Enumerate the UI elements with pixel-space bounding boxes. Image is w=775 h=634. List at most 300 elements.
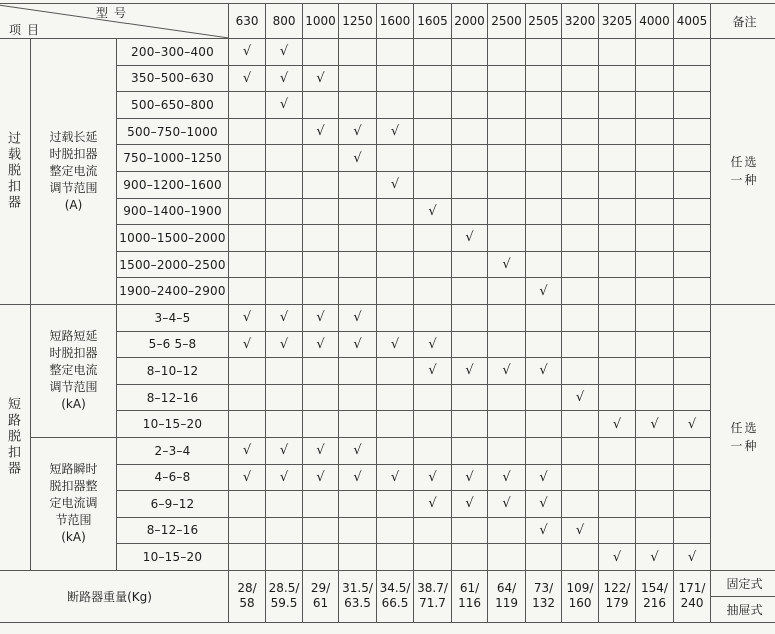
model-header: 1250: [339, 4, 377, 39]
check-cell: [414, 278, 452, 305]
check-cell: [414, 437, 452, 464]
range-cell: 6–9–12: [117, 491, 229, 518]
check-cell: [266, 384, 303, 411]
range-cell: 900–1400–1900: [117, 198, 229, 225]
check-cell: √: [229, 304, 266, 331]
check-cell: [599, 225, 636, 252]
check-cell: [303, 278, 339, 305]
check-cell: [488, 118, 526, 145]
range-cell: 10–15–20: [117, 544, 229, 571]
range-cell: 4–6–8: [117, 464, 229, 491]
check-cell: [229, 251, 266, 278]
check-cell: [266, 544, 303, 571]
check-cell: [488, 225, 526, 252]
check-cell: √: [303, 118, 339, 145]
check-cell: √: [377, 464, 414, 491]
range-cell: 1000–1500–2000: [117, 225, 229, 252]
header-row: [0, 4, 775, 39]
weight-drawer: 132: [532, 596, 555, 611]
weight-drawer: 59.5: [270, 596, 298, 611]
check-cell: [452, 65, 488, 92]
check-cell: [452, 278, 488, 305]
check-cell: [452, 39, 488, 66]
check-cell: [599, 39, 636, 66]
check-cell: [452, 118, 488, 145]
check-cell: [526, 171, 562, 198]
weight-fixed: 38.7/: [417, 581, 448, 596]
check-cell: √: [452, 358, 488, 385]
check-cell: √: [339, 304, 377, 331]
short-circuit-instant-sub-label-line: 定电流调: [49, 496, 98, 511]
check-cell: √: [229, 39, 266, 66]
check-cell: [488, 411, 526, 438]
remark-cell-line: 任选: [730, 155, 759, 170]
overload-sub-label-line: (A): [64, 197, 83, 212]
weight-cell: [339, 570, 377, 622]
check-cell: [377, 251, 414, 278]
check-cell: [339, 411, 377, 438]
short-circuit-instant-sub-label-line: 脱扣器整: [49, 479, 98, 494]
check-cell: [339, 225, 377, 252]
check-cell: [636, 251, 674, 278]
overload-sub-label-line: 过载长延: [49, 129, 98, 144]
check-cell: [377, 65, 414, 92]
weight-fixed: 34.5/: [379, 581, 411, 596]
check-cell: [339, 92, 377, 119]
range-cell: 200–300–400: [117, 39, 229, 66]
check-cell: [636, 517, 674, 544]
remark-cell-line: 任选: [730, 421, 759, 436]
check-cell: [229, 491, 266, 518]
check-cell: √: [339, 145, 377, 172]
check-cell: [636, 171, 674, 198]
check-cell: √: [377, 331, 414, 358]
range-cell: 8–12–16: [117, 384, 229, 411]
short-circuit-delay-sub-label-line: 调节范围: [49, 380, 98, 395]
check-cell: √: [339, 118, 377, 145]
range-cell: 8–12–16: [117, 517, 229, 544]
check-cell: √: [303, 65, 339, 92]
check-cell: [266, 517, 303, 544]
weight-cell: [488, 570, 526, 622]
range-cell: 8–10–12: [117, 358, 229, 385]
check-cell: √: [377, 171, 414, 198]
table-row: [0, 491, 775, 518]
check-cell: [674, 251, 711, 278]
short-circuit-instant-sub-label-line: 短路瞬时: [49, 462, 98, 477]
check-cell: √: [452, 225, 488, 252]
check-cell: [229, 198, 266, 225]
item-label: 项目: [9, 23, 46, 37]
check-cell: √: [229, 464, 266, 491]
check-cell: [488, 331, 526, 358]
check-cell: [339, 384, 377, 411]
check-cell: [452, 331, 488, 358]
group-label-cell: 过载脱扣器: [0, 39, 31, 305]
check-cell: [377, 304, 414, 331]
check-cell: [303, 225, 339, 252]
check-cell: [229, 411, 266, 438]
range-cell: 500–650–800: [117, 92, 229, 119]
check-cell: √: [414, 491, 452, 518]
check-cell: [229, 278, 266, 305]
check-cell: [452, 251, 488, 278]
check-cell: [674, 118, 711, 145]
check-cell: √: [339, 331, 377, 358]
check-cell: [636, 65, 674, 92]
check-cell: [377, 411, 414, 438]
check-cell: [414, 384, 452, 411]
check-cell: [599, 145, 636, 172]
check-cell: [339, 278, 377, 305]
check-cell: [562, 331, 599, 358]
check-cell: [526, 544, 562, 571]
weight-fixed: 109/: [566, 581, 594, 596]
check-cell: [636, 145, 674, 172]
check-cell: √: [266, 39, 303, 66]
check-cell: [303, 491, 339, 518]
check-cell: [266, 491, 303, 518]
check-cell: [414, 118, 452, 145]
check-cell: √: [414, 358, 452, 385]
check-cell: [526, 304, 562, 331]
remark-cell: [711, 39, 775, 305]
check-cell: [414, 251, 452, 278]
check-cell: [636, 278, 674, 305]
check-cell: [414, 171, 452, 198]
weight-drawer: 66.5: [381, 596, 409, 611]
check-cell: √: [526, 358, 562, 385]
type-fixed: 固定式: [711, 570, 775, 596]
table-row: [0, 118, 775, 145]
short-circuit-delay-sub-label-line: 短路短延: [49, 329, 98, 344]
table-row: [0, 92, 775, 119]
weight-cell: [303, 570, 339, 622]
check-cell: √: [599, 411, 636, 438]
check-cell: [562, 65, 599, 92]
weight-cell: [636, 570, 674, 622]
check-cell: [674, 65, 711, 92]
remark-cell: [711, 304, 775, 570]
table-row: [0, 411, 775, 438]
check-cell: [599, 65, 636, 92]
check-cell: [377, 491, 414, 518]
check-cell: √: [526, 517, 562, 544]
check-cell: √: [339, 464, 377, 491]
check-cell: [599, 464, 636, 491]
weight-fixed: 28/: [237, 581, 257, 596]
check-cell: [674, 171, 711, 198]
check-cell: [266, 358, 303, 385]
weight-fixed: 154/: [641, 581, 668, 596]
check-cell: [488, 384, 526, 411]
check-cell: [266, 251, 303, 278]
check-cell: [452, 304, 488, 331]
check-cell: [599, 491, 636, 518]
overload-sub-label-line: 时脱扣器: [49, 146, 98, 161]
check-cell: [229, 145, 266, 172]
range-cell: 1900–2400–2900: [117, 278, 229, 305]
weight-drawer: 58: [239, 596, 255, 611]
check-cell: √: [266, 437, 303, 464]
check-cell: [526, 251, 562, 278]
table-row: [0, 544, 775, 571]
check-cell: [377, 437, 414, 464]
check-cell: √: [229, 331, 266, 358]
check-cell: [229, 171, 266, 198]
weight-drawer: 71.7: [419, 596, 446, 611]
table-row: [0, 39, 775, 66]
weight-drawer: 63.5: [344, 596, 371, 611]
check-cell: [674, 464, 711, 491]
check-cell: [636, 491, 674, 518]
check-cell: [674, 304, 711, 331]
check-cell: [488, 39, 526, 66]
check-cell: [414, 517, 452, 544]
check-cell: [488, 198, 526, 225]
check-cell: [674, 331, 711, 358]
check-cell: [414, 225, 452, 252]
short-circuit-instant-sub-label-line: (kA): [61, 530, 86, 545]
check-cell: [562, 544, 599, 571]
check-cell: √: [488, 251, 526, 278]
check-cell: [377, 39, 414, 66]
check-cell: √: [452, 491, 488, 518]
check-cell: [599, 358, 636, 385]
check-cell: [599, 384, 636, 411]
check-cell: [636, 464, 674, 491]
short-circuit-instant-sub-label-line: 节范围: [55, 513, 92, 528]
weight-drawer: 240: [680, 596, 704, 611]
check-cell: [488, 65, 526, 92]
check-cell: [303, 358, 339, 385]
remarks-header: 备注: [711, 4, 775, 39]
check-cell: √: [339, 437, 377, 464]
check-cell: [452, 411, 488, 438]
check-cell: [674, 145, 711, 172]
check-cell: [303, 544, 339, 571]
check-cell: [377, 92, 414, 119]
range-cell: 900–1200–1600: [117, 171, 229, 198]
weight-drawer: 61: [312, 596, 329, 611]
check-cell: [562, 145, 599, 172]
check-cell: [599, 171, 636, 198]
check-cell: √: [266, 331, 303, 358]
check-cell: [414, 304, 452, 331]
range-cell: 750–1000–1250: [117, 145, 229, 172]
check-cell: [526, 198, 562, 225]
check-cell: [674, 437, 711, 464]
check-cell: [526, 92, 562, 119]
check-cell: √: [414, 331, 452, 358]
check-cell: [488, 278, 526, 305]
overload-sub-label-line: 调节范围: [49, 180, 98, 195]
check-cell: [339, 491, 377, 518]
check-cell: [562, 411, 599, 438]
check-cell: [452, 145, 488, 172]
check-cell: [266, 278, 303, 305]
check-cell: [562, 251, 599, 278]
range-cell: 3–4–5: [117, 304, 229, 331]
weight-fixed: 29/: [310, 581, 331, 596]
weight-cell: [526, 570, 562, 622]
check-cell: [339, 65, 377, 92]
group-label-cell: 短路脱扣器: [0, 304, 31, 570]
check-cell: [377, 225, 414, 252]
check-cell: √: [266, 304, 303, 331]
model-header: 800: [266, 4, 303, 39]
weight-drawer: 160: [568, 596, 592, 611]
check-cell: [674, 278, 711, 305]
check-cell: [562, 198, 599, 225]
table-body: [0, 4, 775, 623]
model-header: 2000: [452, 4, 488, 39]
check-cell: √: [526, 491, 562, 518]
check-cell: [674, 517, 711, 544]
check-cell: [303, 251, 339, 278]
check-cell: [526, 437, 562, 464]
table-row: [0, 437, 775, 464]
check-cell: [674, 198, 711, 225]
check-cell: [303, 411, 339, 438]
remark-cell-line: 一种: [730, 173, 759, 188]
check-cell: [526, 39, 562, 66]
check-cell: √: [229, 65, 266, 92]
range-cell: 10–15–20: [117, 411, 229, 438]
check-cell: √: [488, 464, 526, 491]
check-cell: [562, 464, 599, 491]
check-cell: √: [266, 92, 303, 119]
table-row: [0, 145, 775, 172]
check-cell: [266, 198, 303, 225]
check-cell: √: [229, 437, 266, 464]
check-cell: [452, 437, 488, 464]
check-cell: √: [414, 464, 452, 491]
weight-cell: [377, 570, 414, 622]
check-cell: √: [303, 304, 339, 331]
check-cell: [339, 171, 377, 198]
check-cell: [414, 544, 452, 571]
check-cell: [339, 251, 377, 278]
check-cell: √: [488, 491, 526, 518]
table-row: [0, 384, 775, 411]
check-cell: [636, 358, 674, 385]
check-cell: [488, 304, 526, 331]
short-circuit-delay-sub-label-line: (kA): [61, 397, 86, 412]
check-cell: [526, 145, 562, 172]
weight-cell: [599, 570, 636, 622]
check-cell: √: [674, 544, 711, 571]
check-cell: [674, 491, 711, 518]
check-cell: [562, 358, 599, 385]
model-header: 2500: [488, 4, 526, 39]
check-cell: [266, 171, 303, 198]
check-cell: [303, 384, 339, 411]
check-cell: [488, 92, 526, 119]
model-header: 1600: [377, 4, 414, 39]
check-cell: [452, 544, 488, 571]
check-cell: [674, 39, 711, 66]
table-row: [0, 278, 775, 305]
check-cell: [674, 225, 711, 252]
check-cell: [339, 358, 377, 385]
check-cell: [599, 517, 636, 544]
weight-fixed: 28.5/: [268, 581, 300, 596]
header-corner-cell: [0, 4, 229, 39]
check-cell: [414, 92, 452, 119]
check-cell: [562, 118, 599, 145]
check-cell: [526, 225, 562, 252]
model-header: 3205: [599, 4, 636, 39]
check-cell: [452, 171, 488, 198]
weight-fixed: 31.5/: [342, 581, 373, 596]
check-cell: √: [562, 384, 599, 411]
check-cell: [377, 517, 414, 544]
check-cell: [303, 171, 339, 198]
check-cell: √: [488, 358, 526, 385]
check-cell: √: [526, 464, 562, 491]
model-header: 3200: [562, 4, 599, 39]
check-cell: √: [526, 278, 562, 305]
spec-table: [0, 3, 775, 623]
check-cell: [488, 171, 526, 198]
weight-label: 断路器重量(Kg): [0, 570, 229, 622]
check-cell: [599, 92, 636, 119]
check-cell: √: [377, 118, 414, 145]
check-cell: [266, 411, 303, 438]
short-circuit-delay-sub-label-line: 整定电流: [49, 363, 98, 378]
check-cell: [599, 278, 636, 305]
check-cell: [339, 39, 377, 66]
check-cell: [526, 411, 562, 438]
check-cell: [599, 331, 636, 358]
check-cell: [526, 384, 562, 411]
check-cell: [452, 92, 488, 119]
check-cell: [414, 65, 452, 92]
check-cell: √: [562, 517, 599, 544]
check-cell: [414, 145, 452, 172]
remark-cell-line: 一种: [730, 439, 759, 454]
check-cell: [636, 198, 674, 225]
weight-fixed: 171/: [678, 581, 706, 596]
check-cell: [377, 544, 414, 571]
check-cell: [488, 145, 526, 172]
model-header: 1605: [414, 4, 452, 39]
weight-drawer: 119: [495, 596, 518, 611]
weight-cell: [674, 570, 711, 622]
check-cell: [562, 92, 599, 119]
check-cell: √: [266, 65, 303, 92]
check-cell: [599, 118, 636, 145]
check-cell: [562, 437, 599, 464]
check-cell: [229, 517, 266, 544]
range-cell: 350–500–630: [117, 65, 229, 92]
weight-cell: [266, 570, 303, 622]
weight-drawer: 179: [605, 596, 629, 611]
type-drawer: 抽屉式: [711, 596, 775, 622]
table-row: [0, 171, 775, 198]
short-circuit-delay-sub-label-line: 时脱扣器: [49, 346, 98, 361]
check-cell: [562, 304, 599, 331]
range-cell: 5–6 5–8: [117, 331, 229, 358]
weight-fixed: 73/: [533, 581, 554, 596]
check-cell: [636, 92, 674, 119]
check-cell: √: [636, 411, 674, 438]
check-cell: [526, 331, 562, 358]
check-cell: [599, 198, 636, 225]
check-cell: √: [303, 331, 339, 358]
short-circuit-delay-sub-label: [31, 304, 117, 437]
